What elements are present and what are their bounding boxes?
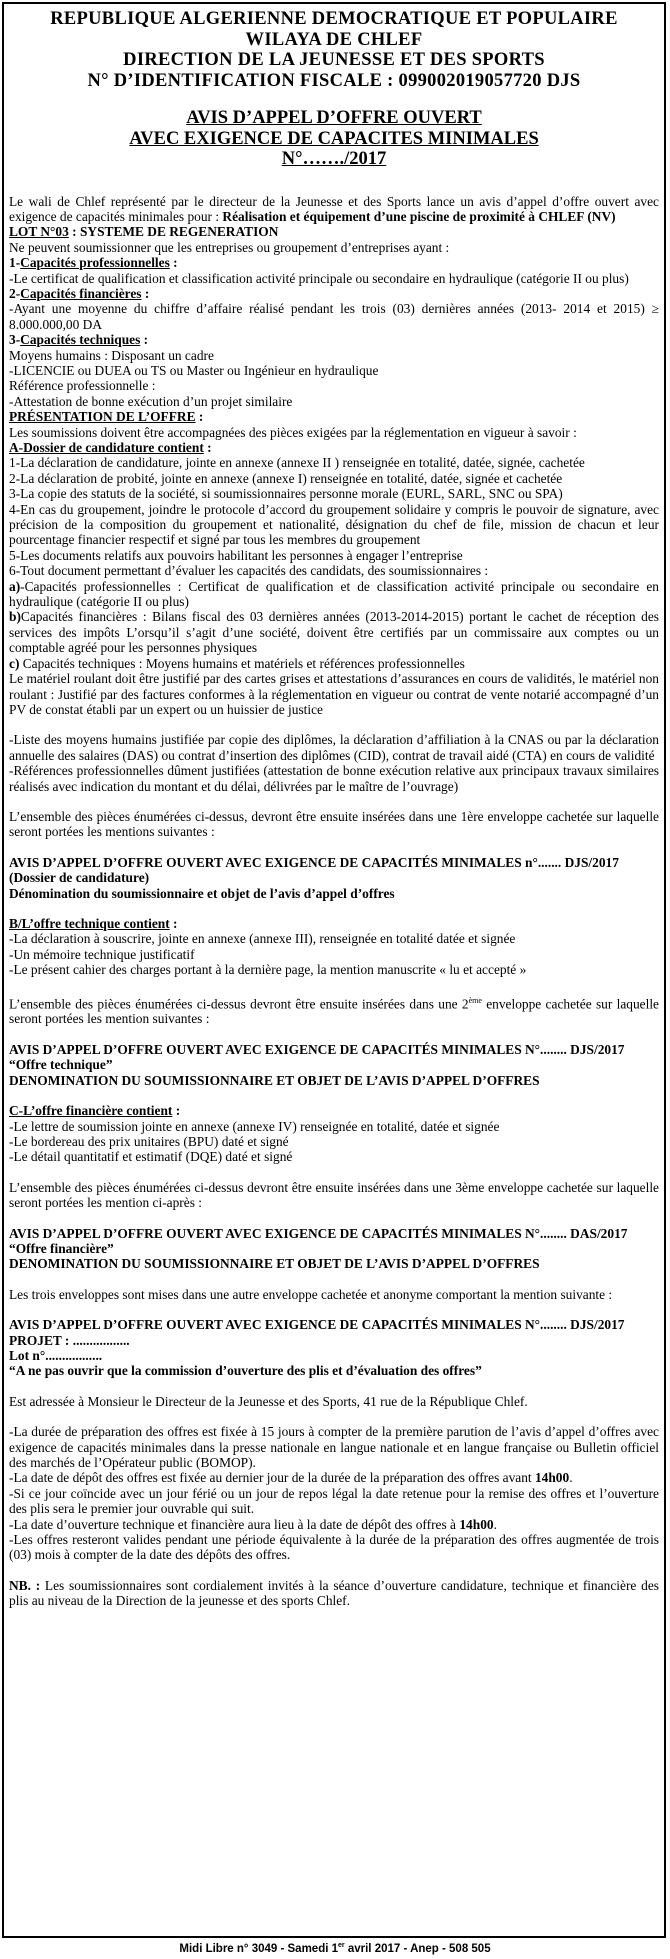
technique-envelope-denom: DENOMINATION DU SOUMISSIONNAIRE ET OBJET DE L’AVIS D’APPEL D’OFFRES — [9, 1072, 540, 1088]
dossier-item-4: 4-En cas du groupement, joindre le protocole d’accord du groupement solidaire y compris le pouvoir de signature, avec précision de la composition du groupement et nationalité, désignation du chef de file, mission de chacun et leur pourcentage financier respectif et signé par tous les membres du groupement — [9, 501, 659, 548]
cap3-heading: 3-Capacités techniques : — [9, 332, 149, 348]
header-line-republic: REPUBLIQUE ALGERIENNE DEMOCRATIQUE ET POPULAIRE — [50, 9, 618, 29]
financiere-heading: C-L’offre financière contient : — [9, 1103, 181, 1119]
cap1-heading: 1-Capacités professionnelles : — [9, 255, 178, 271]
financiere-item-3: -Le détail quantitatif et estimatif (DQE) daté et signé — [9, 1149, 293, 1165]
header-line-fiscal-id: N° D’IDENTIFICATION FISCALE : 099002019057720 DJS — [87, 70, 581, 91]
financiere-envelope-sub: “Offre financière” — [9, 1240, 114, 1256]
dossier-envelope-title: AVIS D’APPEL D’OFFRE OUVERT AVEC EXIGENCE DE CAPACITÉS MINIMALES n°....... DJS/2017 — [9, 854, 619, 870]
cap1-text: -Le certificat de qualification et classification activité principale ou secondaire en hydraulique (catégorie II ou plus) — [9, 270, 629, 286]
condition-validity: -Les offres resteront valides pendant une période équivalente à la durée de la préparation des offres augmentée de trois (03) mois à compter de la date des dépôts des offres. — [9, 1532, 659, 1563]
presentation-intro: Les soumissions doivent être accompagnées des pièces exigées par la réglementation en vigueur à savoir : — [9, 424, 577, 440]
dossier-item-2: 2-La déclaration de probité, jointe en annexe (annexe I) renseignée en totalité, datée, signée et cachetée — [9, 470, 563, 486]
cap2-heading: 2-Capacités financières : — [9, 285, 150, 301]
nb-note: NB. : Les soumissionnaires sont cordialement invités à la séance d’ouverture candidature, technique et financière des plis au niveau de la Direction de la jeunesse et des sports Chlef. — [9, 1577, 659, 1609]
project-object: Réalisation et équipement d’une piscine de proximité à CHLEF (NV) — [222, 208, 616, 224]
eligibility-text: Ne peuvent soumissionner que les entreprises ou groupement d’entreprises ayant : — [9, 239, 450, 255]
dossier-refs: -Références professionnelles dûment justifiées (attestation de bonne exécution relative aux principaux travaux similaires réalisés avec indication du montant et du délai, délivrées par le maître de l’ouvrage) — [9, 763, 659, 794]
intro-paragraph: Le wali de Chlef représenté par le directeur de la Jeunesse et des Sports lance un avis d’appel d’offre ouvert avec exigence de capacités minimales pour : Réalisation et équipement d’une piscine de proximité à CHLEF (NV) — [9, 193, 659, 224]
technique-envelope-text: L’ensemble des pièces énumérées ci-dessus devront être ensuite insérées dans une 2ème enveloppe cachetée sur laquelle seront portées les mention suivantes : — [9, 995, 659, 1027]
dossier-item-c: c) Capacités techniques : Moyens humains et matériels et références professionnelles — [9, 655, 465, 671]
notice-title-number: N°……./2017 — [281, 149, 387, 169]
condition-holiday: -Si ce jour coïncide avec un jour férié ou un jour de repos légal la date retenue pour la remise des offres et l’ouverture des plis sera le premier jour ouvrable qui suit. — [9, 1485, 659, 1517]
cap3-line1: Moyens humains : Disposant un cadre — [9, 347, 214, 363]
financiere-envelope-title: AVIS D’APPEL D’OFFRE OUVERT AVEC EXIGENCE DE CAPACITÉS MINIMALES N°........ DAS/2017 — [9, 1225, 628, 1241]
outer-envelope-projet: PROJET : ................. — [9, 1332, 130, 1348]
dossier-liste: -Liste des moyens humains justifiée par copie des diplômes, la déclaration d’affiliation à la CNAS ou par la déclaration annuelle des salaires (DAS) ou contrat d’insertion des diplômes (CID), contrat de travail aidé (CTA) en cours de validité — [9, 732, 659, 763]
condition-opening: -La date d’ouverture technique et financière aura lieu à la date de dépôt des offres à 14h00. — [9, 1516, 497, 1532]
publication-footer: Midi Libre n° 3049 - Samedi 1er avril 2017 - Anep - 508 505 — [179, 1942, 491, 1955]
technique-envelope-title: AVIS D’APPEL D’OFFRE OUVERT AVEC EXIGENCE DE CAPACITÉS MINIMALES N°........ DJS/2017 — [9, 1041, 625, 1057]
outer-envelope-text: Les trois enveloppes sont mises dans une autre enveloppe cachetée et anonyme comportant la mention suivante : — [9, 1286, 613, 1302]
address-text: Est adressée à Monsieur le Directeur de la Jeunesse et des Sports, 41 rue de la République Chlef. — [9, 1393, 528, 1409]
cap2-text: -Ayant une moyenne du chiffre d’affaire réalisé pendant les trois (03) dernières années (2013- 2014 et 2015) ≥ 8.000.000,00 DA — [9, 301, 659, 332]
dossier-item-5: 5-Les documents relatifs aux pouvoirs habilitant les personnes à engager l’entreprise — [9, 547, 463, 563]
notice-title-line2: AVEC EXIGENCE DE CAPACITES MINIMALES — [129, 128, 539, 149]
presentation-heading: PRÉSENTATION DE L’OFFRE : — [9, 409, 204, 425]
dossier-item-b: b)Capacités financières : Bilans fiscal des 03 dernières années (2013-2014-2015) portant le cachet de réception des services des impôts L’orsqu’il s’agit d’une société, doivent être certifiés par un commissaire aux comptes ou un comptable agréé pour les personnes physiques — [9, 609, 659, 656]
technique-envelope-sub: “Offre technique” — [9, 1057, 113, 1073]
dossier-item-a: a)-Capacités professionnelles : Certificat de qualification et de classification activité principale ou secondaire en hydraulique (catégorie II ou plus) — [9, 578, 659, 610]
cap3-line3: Référence professionnelle : — [9, 378, 156, 394]
condition-deposit: -La date de dépôt des offres est fixée au dernier jour de la durée de la préparation des offres avant 14h00. — [9, 1470, 573, 1486]
dossier-item-3: 3-La copie des statuts de la société, si soumissionnaires personne morale (EURL, SARL, SNC ou SPA) — [9, 486, 563, 502]
notice-frame — [2, 2, 666, 1938]
financiere-envelope-denom: DENOMINATION DU SOUMISSIONNAIRE ET OBJET DE L’AVIS D’APPEL D’OFFRES — [9, 1256, 540, 1272]
dossier-item-6: 6-Tout document permettant d’évaluer les capacités des candidats, des soumissionnaires : — [9, 563, 489, 579]
outer-envelope-title: AVIS D’APPEL D’OFFRE OUVERT AVEC EXIGENCE DE CAPACITÉS MINIMALES N°........ DJS/2017 — [9, 1317, 625, 1333]
dossier-envelope-denom: Dénomination du soumissionnaire et objet de l’avis d’appel d’offres — [9, 885, 395, 901]
technique-item-1: -La déclaration à souscrire, jointe en annexe (annexe III), renseignée en totalité datée et signée — [9, 931, 516, 947]
technique-heading: B/L’offre technique contient : — [9, 915, 178, 931]
technique-item-3: -Le présent cahier des charges portant à la dernière page, la mention manuscrite « lu et accepté » — [9, 962, 527, 978]
financiere-item-1: -Le lettre de soumission jointe en annexe (annexe IV) renseignée en totalité, datée et signée — [9, 1118, 500, 1134]
dossier-item-1: 1-La déclaration de candidature, jointe en annexe (annexe II ) renseignée en totalité, datée, signée, cachetée — [9, 455, 585, 471]
lot-line: LOT N°03 : SYSTEME DE REGENERATION — [9, 224, 279, 240]
outer-envelope-lot: Lot n°................. — [9, 1347, 103, 1363]
cap3-line4: -Attestation de bonne exécution d’un projet similaire — [9, 393, 293, 409]
condition-duration: -La durée de préparation des offres est fixée à 15 jours à compter de la première parution de l’avis d’appel d’offres avec exigence de capacités minimales dans la presse nationale en langue nationale et en langue française ou Bulletin officiel des marchés de l’Opérateur public (BOMOP). — [9, 1424, 659, 1470]
technique-item-2: -Un mémoire technique justificatif — [9, 946, 195, 962]
notice-title-line1: AVIS D’APPEL D’OFFRE OUVERT — [186, 108, 482, 128]
outer-envelope-warning: “A ne pas ouvrir que la commission d’ouverture des plis et d’évaluation des offres” — [9, 1363, 482, 1379]
dossier-heading: A-Dossier de candidature contient : — [9, 440, 212, 455]
dossier-envelope-sub: (Dossier de candidature) — [9, 870, 150, 886]
dossier-envelope-text: L’ensemble des pièces énumérées ci-dessus, devront être ensuite insérées dans une 1ère enveloppe cachetée sur laquelle seront portées les mentions suivantes : — [9, 808, 659, 840]
dossier-materiel: Le matériel roulant doit être justifié par des cartes grises et attestations d’assurances en cours de validités, le matériel non roulant : Justifié par des factures conformes à la réglementation en vigueur ou contrat de vente notarié accompagné d’un PV de constat établi par un expert ou un huissier de justice — [9, 671, 659, 717]
financiere-envelope-text: L’ensemble des pièces énumérées ci-dessus devront être ensuite insérées dans une 3ème enveloppe cachetée sur laquelle seront portées les mention ci-après : — [9, 1179, 659, 1211]
header-line-direction: DIRECTION DE LA JEUNESSE ET DES SPORTS — [123, 50, 545, 70]
financiere-item-2: -Le bordereau des prix unitaires (BPU) daté et signé — [9, 1133, 289, 1149]
header-line-wilaya: WILAYA DE CHLEF — [245, 29, 423, 50]
notice-content — [4, 4, 664, 1609]
cap3-line2: -LICENCIE ou DUEA ou TS ou Master ou Ingénieur en hydraulique — [9, 362, 379, 378]
